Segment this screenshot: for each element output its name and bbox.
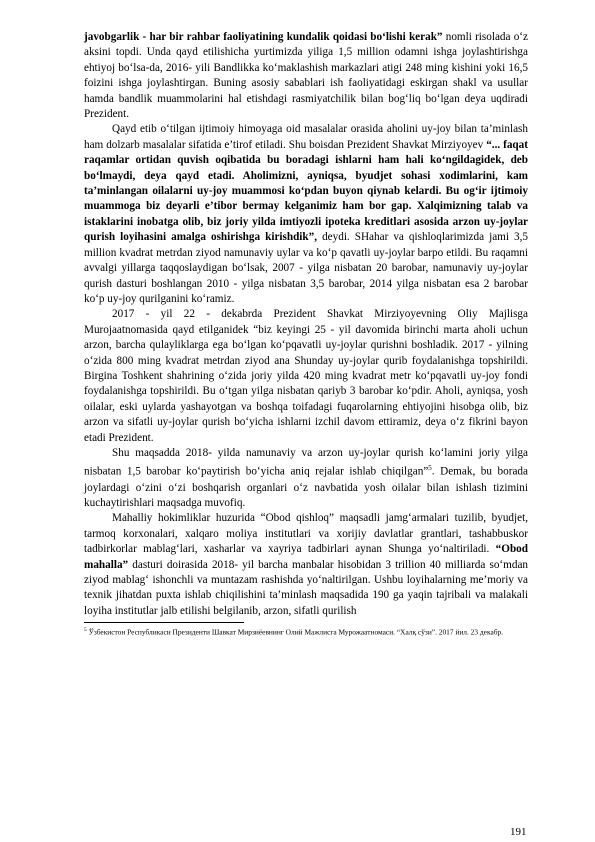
- paragraph-5-text-end: dasturi doirasida 2018- yil barcha manbalar hisobidan 3 trillion 40 milliarda so‘mdan ziyod mablag‘ ishonchli va muntazam rashishda yo‘naltirilgan. Ushbu loyihalarning me’moriy va texnik jihatdan puxta ishlab chiqilishini ta’minlash maqsadida 190 ga yaqin tajribali va malakali loyiha institutlar jalb etilishi belgilanib, arzon, sifatli qurilish: [84, 558, 528, 617]
- paragraph-4-text-end: . Demak, bu borada joylardagi o‘zini o‘zi boshqarish organlari o‘z navbatida yosh oilalar bilan ishlash tizimini kuchaytirishlari maqsadga muvofiq.: [84, 466, 528, 509]
- paragraph-1-text: nomli risolada o‘z aksini topdi. Unda qayd etilishicha yurtimizda yiliga 1,5 million odamni ishga joylashtirishga ehtiyoj bo‘lsa-da, 2016- yili Bandlikka ko‘maklashish markazlari atigi 248 ming kishini yoki 16,5 foizini ishga joylashtirgan. Buning asosiy sabablari ish faoliyatidagi eskirgan shakl va usullar hamda bandlik muammolarini hal etishdagi rasmiyatchilik bilan bog‘liq bo‘lgan deya uqdiradi Prezident.: [84, 31, 528, 121]
- paragraph-5-bold: “Obod mahalla”: [84, 543, 528, 571]
- paragraph-3: [84, 307, 528, 446]
- document-body: [84, 30, 528, 638]
- paragraph-2-text-start: Qayd etib o‘tilgan ijtimoiy himoyaga oid masalalar orasida aholini uy-joy bilan ta’minlash ham dolzarb masalalar sifatida e’tirof etiladi. Shu boisdan Prezident Shavkat Mirziyoyev: [84, 123, 528, 151]
- paragraph-2: [84, 122, 528, 307]
- footnote-text: Ўзбекистон Республикаси Президенти Шавкат Мирзиёевнинг Олий Мажлисга Мурожаатномаси. “Халқ сўзи”. 2017 йил. 23 декабр.: [86, 627, 504, 637]
- paragraph-1: [84, 30, 528, 122]
- paragraph-5: [84, 511, 528, 619]
- footnote: [84, 625, 528, 637]
- footnote-number: 5: [84, 627, 87, 634]
- paragraph-3-text: 2017 - yil 22 - dekabrda Prezident Shavkat Mirziyoyevning Oliy Majlisga Murojaatnomasida qayd etilganidek “biz keyingi 25 - yil davomida birinchi marta aholi uchun arzon, barcha qulayliklarga ega bo‘lgan ko‘pqavatli uy-joylar qurishni boshladik. 2017 - yilning o‘zida 800 ming kvadrat metrdan ziyod ana Shunday uy-joylar qurib foydalanishga topshirildi. Birgina Toshkent shahrining o‘zida joriy yilda 420 ming kvadrat metr ko‘pqavatli uy-joy fondi foydalanishga topshirildi. Bu o‘tgan yilga nisbatan qariyb 3 barobar ko‘pdir. Aholi, ayniqsa, yosh oilalar, eski uylarda yashayotgan va boshqa toifadagi fuqarolarning ehtiyojini hisobga olib, biz arzon va sifatli uy-joylar qurish bo‘yicha ishlarni izchil davom ettiramiz, deya o‘z fikrini bayon etadi Prezident.: [84, 308, 528, 444]
- paragraph-2-quote: “... faqat raqamlar ortidan quvish oqibatida bu boradagi ishlarni ham hali ko‘ngildagidek, deb bo‘lmaydi, deya qayd etadi. Aholimizni, ayniqsa, byudjet sohasi xodimlarini, kam ta’minlangan oilalarni uy-joy muammosi ko‘pdan buyon qiynab kelardi. Bu og‘ir ijtimoiy muammoga biz deyarli e’tibor bermay kelganimiz ham bor gap. Xalqimizning talab va istaklarini inobatga olib, biz joriy yilda imtiyozli ipoteka kreditlari asosida arzon uy-joylar qurish loyihasini amalga oshirishga kirishdik”,: [84, 138, 528, 244]
- footnote-divider: [84, 622, 244, 623]
- paragraph-1-bold: javobgarlik - har bir rahbar faoliyatining kundalik qoidasi bo‘lishi kerak”: [84, 31, 443, 43]
- paragraph-4-text-start: Shu maqsadda 2018- yilda namunaviy va arzon uy-joylar qurish ko‘lamini joriy yilga nisbatan 1,5 barobar ko‘paytirish bo‘yicha aniq rejalar ishlab chiqilgan”: [84, 446, 528, 479]
- paragraph-2-text-end: deydi. SHahar va qishloqlarimizda jami 3,5 million kvadrat metrdan ziyod namunaviy uylar va ko‘p qavatli uy-joylar barpo etildi. Bu raqamni avvalgi yillarga taqqoslaydigan bo‘lsak, 2007 - yilga nisbatan 20 barobar, namunaviy uy-joylar qurish dasturi boshlangan 2010 - yilga nisbatan 3,5 barobar, 2014 yilga nisbatan esa 2 barobar ko‘p uy-joy qurilganini ko‘ramiz.: [84, 231, 528, 305]
- footnote-ref: 5: [428, 464, 432, 473]
- paragraph-4: [84, 446, 528, 511]
- paragraph-5-text-start: Mahalliy hokimliklar huzurida “Obod qishloq” maqsadli jamg‘armalari tuzilib, byudjet, tarmoq korxonalari, xalqaro moliya institutlari va xorijiy davlatlar grantlari, tashabbuskor tadbirkorlar mablag‘lari, xasharlar va xayriya tadbirlari aynan Shunga yo‘naltiriladi.: [84, 512, 528, 556]
- page-number: 191: [510, 826, 527, 838]
